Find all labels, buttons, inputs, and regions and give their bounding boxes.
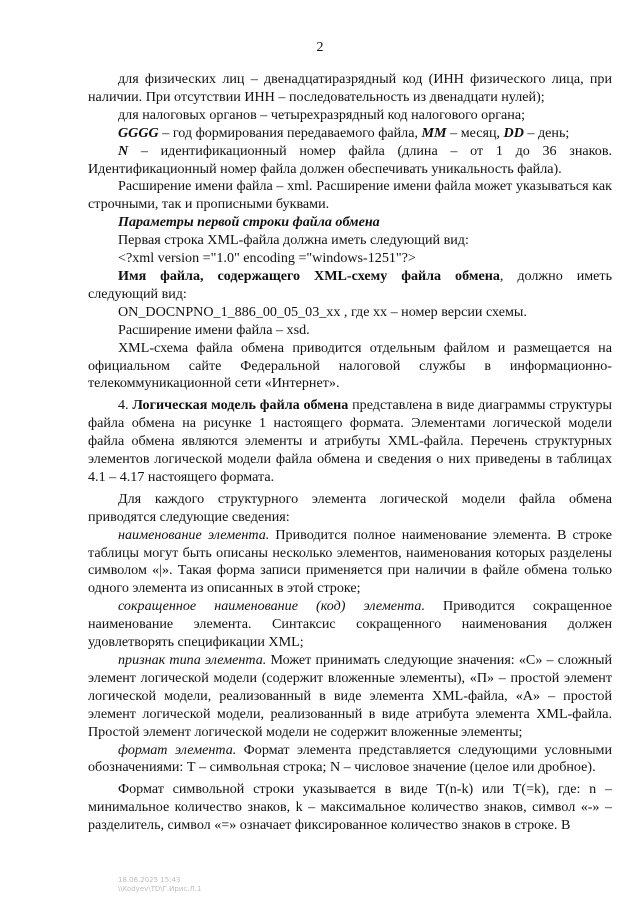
xml-declaration: <?xml version ="1.0" encoding ="windows-1251"?> [118,250,416,267]
month-code: ММ [421,124,447,141]
paragraph-date-format [88,125,612,143]
schema-name-title: Имя файла, содержащего XML-схему файла обмена [118,267,500,284]
paragraph-element-format [88,742,612,778]
paragraph-file-id [88,143,612,179]
paragraph-schema-publication: XML-схема файла обмена приводится отдельным файлом и размещается на официальном сайте Федеральной налоговой службы в информационно-телекоммуникационной сети «Интернет». [88,339,612,392]
paragraph-element-type [88,652,612,742]
schema-name-desc: , должно иметь следующий вид: [88,267,612,302]
section-heading-first-line: Параметры первой строки файла обмена [118,214,380,231]
paragraph-schema-name [88,268,612,304]
element-name-desc: Приводится полное наименование элемента. В строке таблицы могут быть описаны несколько элементов, наименования которых разделены символом «|». Такая форма записи применяется при наличии в файле обмена только одного элемента из описанных в этой строке; [88,526,612,597]
paragraph-element-name [88,527,612,599]
element-format-desc: Формат элемента представляется следующими условными обозначениями: Т – символьная строка; N – числовое значение (целое или дробное). [88,741,612,776]
element-format-term: формат элемента. [118,741,237,758]
schema-extension: Расширение имени файла – xsd. [118,321,310,338]
logical-model-title: Логическая модель файла обмена [132,397,349,414]
schema-file-name: ON_DOCNPNO_1_886_00_05_03_xx , где хх – номер версии схемы. [118,303,527,320]
paragraph-inn-individuals: для физических лиц – двенадцатиразрядный код (ИНН физического лица, при наличии. При отсутствии ИНН – последовательность из двенадцати нулей); [88,71,612,105]
page-number: 2 [316,40,324,55]
paragraph-logical-model [88,397,612,487]
paragraph-string-format: Формат символьной строки указывается в виде Т(n-k) или Т(=k), где: n – минимальное количество знаков, k – максимальное количество знаков, символ «-» – разделитель, символ «=» означает фиксированное количество знаков в строке. В [88,781,612,834]
element-code-term: сокращенное наименование (код) элемента. [118,598,425,615]
element-type-desc: Может принимать следующие значения: «С» – сложный элемент логической модели (содержит вложенные элементы), «П» – простой элемент логической модели, реализованный в виде элемента XML-файла, «А» – простой элемент логической модели, реализованный в виде атрибута элемента XML-файла. Простой элемент логической модели не содержит вложенные элементы; [88,652,613,740]
year-desc: – год формирования передаваемого файла, [158,124,422,141]
paragraph-first-line-intro: Первая строка XML-файла должна иметь следующий вид: [118,232,469,249]
element-type-term: признак типа элемента. [118,652,267,668]
element-name-term: наименование элемента. [118,526,270,543]
paragraph-element-code [88,598,612,652]
print-stamp [118,876,201,894]
month-desc: – месяц, [446,124,504,141]
day-desc: – день; [523,124,570,141]
element-code-desc: Приводится сокращенное наименование элемента. Синтаксис сокращенного наименования должен удовлетворять спецификации XML; [88,598,612,651]
paragraph-extension: Расширение имени файла – xml. Расширение имени файла может указываться как строчными, так и прописными буквами. [88,178,612,213]
day-code: DD [503,124,524,141]
year-code: GGGG [118,124,159,141]
logical-model-desc: представлена в виде диаграммы структуры файла обмена на рисунке 1 настоящего формата. Элементами логической модели файла обмена являются элементы и атрибуты XML-файла. Перечень структурных элементов логической модели файла обмена и сведения о них приведены в таблицах 4.1 – 4.17 настоящего формата. [88,397,612,485]
print-stamp-path: \\Kodyev\TD\Г.Ирис.Л.1 [118,885,202,893]
id-desc: – идентификационный номер файла (длина – от 1 до 36 знаков. Идентификационный номер файла должен обеспечивать уникальность файла). [88,142,612,177]
item-number: 4. [118,397,133,414]
id-code: N [118,142,129,159]
paragraph-element-info-intro: Для каждого структурного элемента логической модели файла обмена приводятся следующие сведения: [88,490,612,525]
paragraph-tax-authorities: для налоговых органов – четырехразрядный код налогового органа; [118,106,526,123]
document-body [88,71,612,835]
print-stamp-date: 18.06.2025 15:43 [118,876,181,884]
